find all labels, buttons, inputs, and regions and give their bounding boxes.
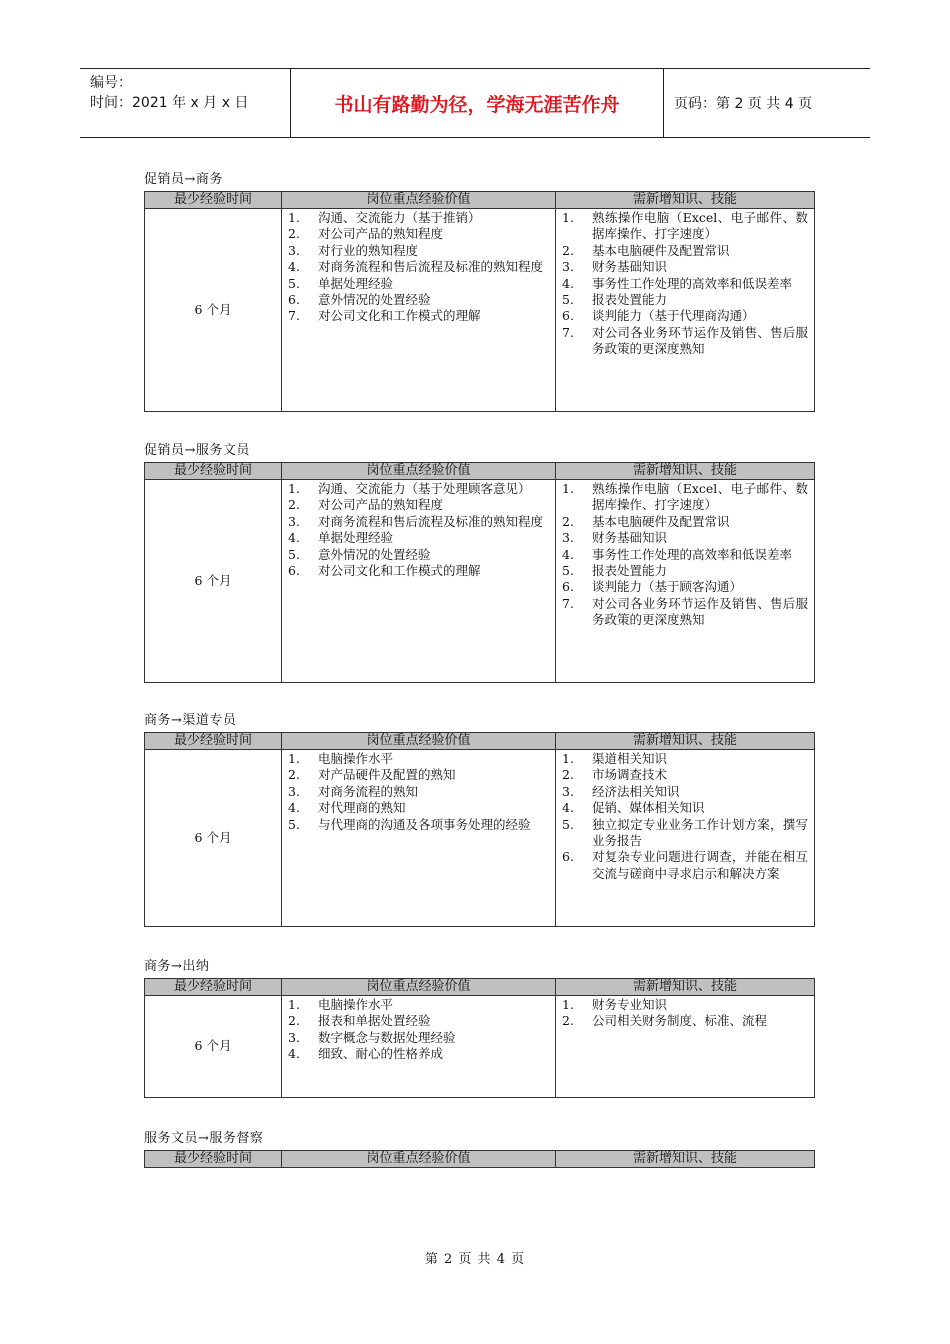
item-number: 3. <box>562 259 574 275</box>
list-item <box>562 514 808 530</box>
list-item <box>288 784 549 800</box>
item-text: 基本电脑硬件及配置常识 <box>592 513 730 529</box>
item-number: 4. <box>288 1046 300 1062</box>
list-item <box>562 817 808 850</box>
item-text: 财务专业知识 <box>592 997 668 1012</box>
list-item <box>288 997 549 1013</box>
list-item <box>288 800 549 816</box>
section-promoter-to-service-clerk <box>144 442 814 683</box>
item-text: 对公司文化和工作模式的理解 <box>318 563 481 579</box>
col-header-time: 最少经验时间 <box>145 733 282 750</box>
list-item <box>562 210 808 243</box>
col-header-value: 岗位重点经验价值 <box>282 1151 556 1168</box>
skills-cell <box>556 209 815 412</box>
section-title: 商务→出纳 <box>144 959 210 974</box>
list-item <box>562 784 808 800</box>
experience-table <box>144 191 815 412</box>
item-text: 财务基础知识 <box>592 530 668 546</box>
col-header-time: 最少经验时间 <box>145 1151 282 1168</box>
skills-cell <box>556 996 815 1098</box>
item-text: 数字概念与数据处理经验 <box>318 1029 456 1045</box>
col-header-value: 岗位重点经验价值 <box>282 979 556 996</box>
section-business-to-channel <box>144 712 814 927</box>
list-item <box>288 292 549 308</box>
list-item <box>562 292 808 308</box>
header-page-number: 页码：第 2 页 共 4 页 <box>674 96 813 112</box>
item-text: 沟通、交流能力（基于处理顾客意见） <box>318 481 531 496</box>
list-item <box>562 259 808 275</box>
list-item <box>288 481 549 497</box>
item-text: 对公司产品的熟知程度 <box>318 226 444 242</box>
item-number: 7. <box>288 308 300 324</box>
item-text: 公司相关财务制度、标准、流程 <box>592 1013 768 1029</box>
item-text: 财务基础知识 <box>592 259 668 275</box>
list-item <box>288 1013 549 1029</box>
list-item <box>288 308 549 324</box>
item-number: 5. <box>288 816 300 832</box>
item-text: 对商务流程和售后流程及标准的熟知程度 <box>318 259 544 275</box>
item-text: 对代理商的熟知 <box>318 800 406 816</box>
list-item <box>288 547 549 563</box>
item-number: 1. <box>562 210 574 225</box>
list-item <box>288 563 549 579</box>
item-text: 意外情况的处置经验 <box>318 292 431 308</box>
skills-list <box>556 750 814 882</box>
item-number: 3. <box>288 1029 300 1045</box>
item-text: 对复杂专业问题进行调查，并能在相互交流与磋商中寻求启示和解决方案 <box>592 849 808 881</box>
list-item <box>562 579 808 595</box>
item-number: 1. <box>288 210 300 225</box>
value-cell <box>282 750 556 927</box>
col-header-value: 岗位重点经验价值 <box>282 463 556 480</box>
item-number: 3. <box>288 242 300 258</box>
item-text: 报表和单据处置经验 <box>318 1013 431 1029</box>
list-item <box>562 767 808 783</box>
min-time-cell: 6 个月 <box>145 480 282 683</box>
col-header-skills: 需新增知识、技能 <box>556 192 815 209</box>
list-item <box>562 243 808 259</box>
skills-cell <box>556 480 815 683</box>
col-header-time: 最少经验时间 <box>145 463 282 480</box>
item-text: 单据处理经验 <box>318 530 394 546</box>
item-text: 市场调查技术 <box>592 767 668 783</box>
list-item <box>562 308 808 324</box>
list-item <box>562 997 808 1013</box>
list-item <box>288 210 549 226</box>
item-number: 2. <box>562 242 574 258</box>
experience-table <box>144 732 815 927</box>
col-header-time: 最少经验时间 <box>145 979 282 996</box>
header-date: 时间：2021 年 x 月 x 日 <box>90 95 249 111</box>
item-number: 2. <box>288 1013 300 1029</box>
experience-table <box>144 978 815 1098</box>
skills-list <box>556 480 814 629</box>
item-number: 4. <box>288 530 300 546</box>
list-item <box>562 751 808 767</box>
col-header-skills: 需新增知识、技能 <box>556 733 815 750</box>
item-text: 对行业的熟知程度 <box>318 242 419 258</box>
item-number: 7. <box>562 324 574 340</box>
list-item <box>562 530 808 546</box>
header-meta <box>80 69 291 137</box>
item-number: 2. <box>288 497 300 513</box>
item-text: 熟练操作电脑（Excel、电子邮件、数据库操作、打字速度） <box>592 210 808 242</box>
item-number: 2. <box>562 767 574 783</box>
item-text: 事务性工作处理的高效率和低误差率 <box>592 546 793 562</box>
list-item <box>562 800 808 816</box>
item-text: 渠道相关知识 <box>592 751 668 766</box>
section-promoter-to-business <box>144 171 814 412</box>
skills-list <box>556 996 814 1030</box>
item-number: 6. <box>562 308 574 324</box>
experience-table <box>144 1150 815 1168</box>
item-number: 2. <box>562 513 574 529</box>
item-text: 谈判能力（基于顾客沟通） <box>592 579 743 595</box>
value-list <box>282 480 555 579</box>
item-number: 4. <box>562 275 574 291</box>
list-item <box>288 259 549 275</box>
section-title: 服务文员→服务督察 <box>144 1131 264 1146</box>
page-footer: 第 2 页 共 4 页 <box>424 1252 526 1267</box>
item-number: 1. <box>288 751 300 766</box>
item-text: 细致、耐心的性格养成 <box>318 1046 444 1062</box>
item-text: 对商务流程的熟知 <box>318 783 419 799</box>
item-text: 经济法相关知识 <box>592 783 680 799</box>
list-item <box>288 1046 549 1062</box>
item-text: 对产品硬件及配置的熟知 <box>318 767 456 783</box>
item-number: 3. <box>562 783 574 799</box>
item-number: 3. <box>288 783 300 799</box>
col-header-value: 岗位重点经验价值 <box>282 733 556 750</box>
list-item <box>288 497 549 513</box>
item-number: 1. <box>288 481 300 496</box>
item-text: 与代理商的沟通及各项事务处理的经验 <box>318 816 531 832</box>
list-item <box>288 530 549 546</box>
item-number: 1. <box>562 751 574 766</box>
item-number: 6. <box>288 563 300 579</box>
item-text: 沟通、交流能力（基于推销） <box>318 210 481 225</box>
list-item <box>562 563 808 579</box>
section-business-to-cashier <box>144 958 814 1098</box>
col-header-time: 最少经验时间 <box>145 192 282 209</box>
section-title: 促销员→服务文员 <box>144 443 250 458</box>
list-item <box>562 1013 808 1029</box>
min-time-cell: 6 个月 <box>145 750 282 927</box>
list-item <box>562 547 808 563</box>
min-time-cell: 6 个月 <box>145 209 282 412</box>
item-text: 电脑操作水平 <box>318 751 394 766</box>
list-item <box>288 751 549 767</box>
list-item <box>288 817 549 833</box>
item-text: 意外情况的处置经验 <box>318 546 431 562</box>
item-number: 6. <box>562 579 574 595</box>
item-number: 4. <box>288 800 300 816</box>
value-cell <box>282 996 556 1098</box>
list-item <box>288 767 549 783</box>
section-title: 商务→渠道专员 <box>144 713 237 728</box>
min-time-cell: 6 个月 <box>145 996 282 1098</box>
item-number: 1. <box>562 997 574 1012</box>
section-title: 促销员→商务 <box>144 172 223 187</box>
item-text: 报表处置能力 <box>592 563 668 579</box>
col-header-skills: 需新增知识、技能 <box>556 1151 815 1168</box>
item-number: 4. <box>288 259 300 275</box>
section-service-clerk-to-supervisor <box>144 1130 814 1168</box>
item-text: 对公司产品的熟知程度 <box>318 497 444 513</box>
item-number: 5. <box>562 292 574 308</box>
item-number: 3. <box>562 530 574 546</box>
list-item <box>288 243 549 259</box>
list-item <box>562 849 808 882</box>
item-text: 单据处理经验 <box>318 275 394 291</box>
item-text: 对公司文化和工作模式的理解 <box>318 308 481 324</box>
list-item <box>288 1030 549 1046</box>
value-cell <box>282 480 556 683</box>
col-header-skills: 需新增知识、技能 <box>556 979 815 996</box>
value-list <box>282 750 555 833</box>
col-header-skills: 需新增知识、技能 <box>556 463 815 480</box>
item-number: 4. <box>562 546 574 562</box>
item-text: 熟练操作电脑（Excel、电子邮件、数据库操作、打字速度） <box>592 481 808 513</box>
value-list <box>282 996 555 1063</box>
item-text: 促销、媒体相关知识 <box>592 800 705 816</box>
item-number: 5. <box>562 563 574 579</box>
item-number: 2. <box>288 767 300 783</box>
item-text: 对商务流程和售后流程及标准的熟知程度 <box>318 513 544 529</box>
item-text: 对公司各业务环节运作及销售、售后服务政策的更深度熟知 <box>592 595 808 628</box>
item-number: 5. <box>288 546 300 562</box>
item-number: 5. <box>288 275 300 291</box>
item-text: 谈判能力（基于代理商沟通） <box>592 308 755 324</box>
item-number: 6. <box>562 849 574 865</box>
value-list <box>282 209 555 325</box>
list-item <box>288 226 549 242</box>
list-item <box>562 481 808 514</box>
page-header <box>80 68 870 138</box>
item-number: 5. <box>562 816 574 832</box>
item-number: 2. <box>562 1013 574 1029</box>
item-text: 事务性工作处理的高效率和低误差率 <box>592 275 793 291</box>
item-text: 基本电脑硬件及配置常识 <box>592 242 730 258</box>
list-item <box>562 596 808 629</box>
item-number: 4. <box>562 800 574 816</box>
value-cell <box>282 209 556 412</box>
item-number: 1. <box>562 481 574 496</box>
item-number: 7. <box>562 595 574 611</box>
list-item <box>288 276 549 292</box>
skills-list <box>556 209 814 358</box>
item-number: 3. <box>288 513 300 529</box>
item-text: 独立拟定专业业务工作计划方案，撰写业务报告 <box>592 816 808 849</box>
list-item <box>562 276 808 292</box>
item-text: 对公司各业务环节运作及销售、售后服务政策的更深度熟知 <box>592 324 808 357</box>
header-motto: 书山有路勤为径，学海无涯苦作舟 <box>291 69 664 137</box>
list-item <box>288 514 549 530</box>
col-header-value: 岗位重点经验价值 <box>282 192 556 209</box>
list-item <box>562 325 808 358</box>
item-number: 6. <box>288 292 300 308</box>
skills-cell <box>556 750 815 927</box>
item-number: 2. <box>288 226 300 242</box>
item-text: 电脑操作水平 <box>318 997 394 1012</box>
header-number: 编号： <box>90 75 132 91</box>
item-text: 报表处置能力 <box>592 292 668 308</box>
item-number: 1. <box>288 997 300 1012</box>
experience-table <box>144 462 815 683</box>
